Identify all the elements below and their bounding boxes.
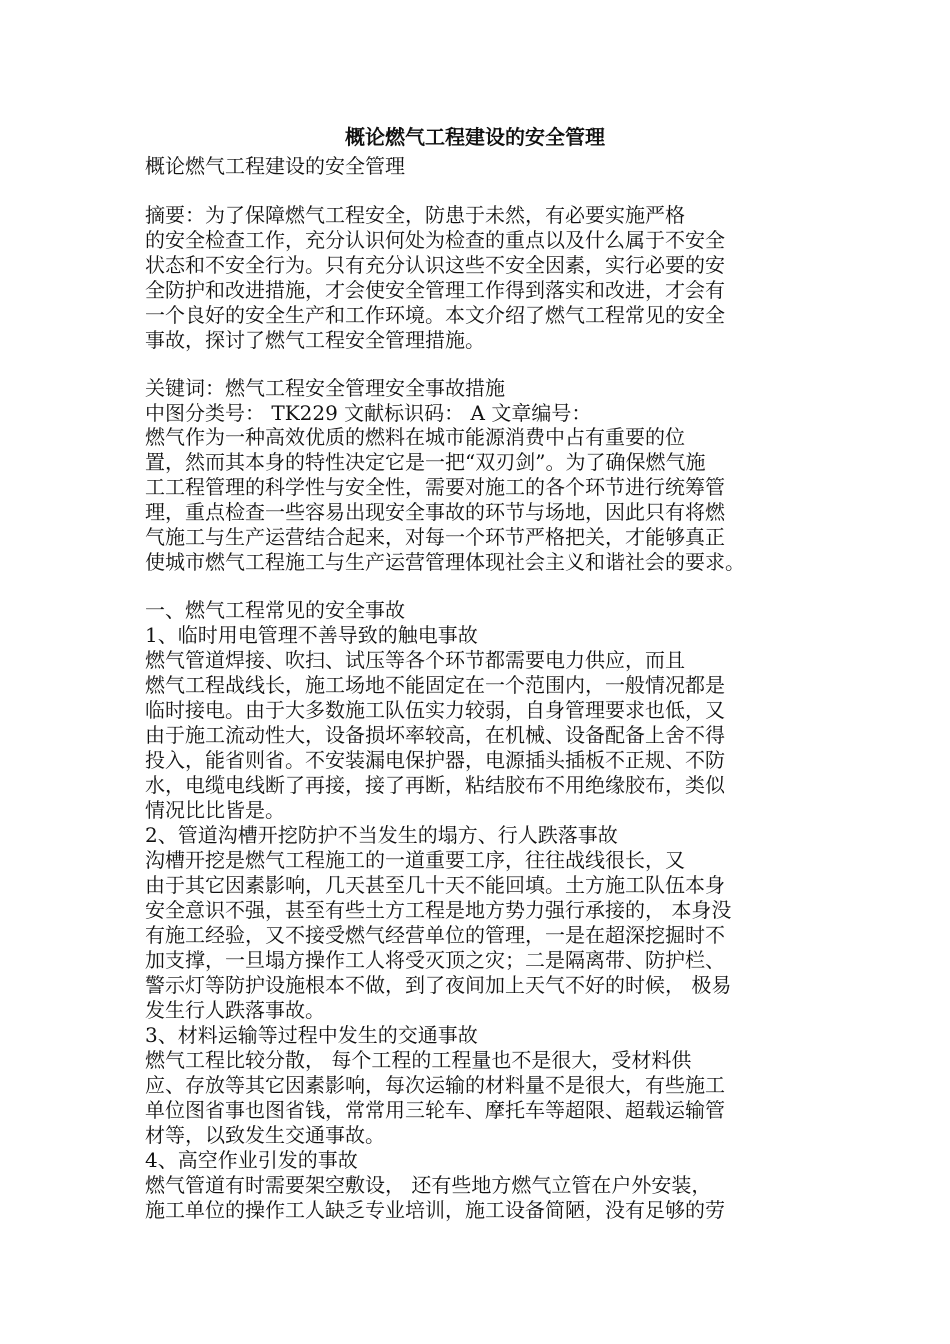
body-line: 使城市燃气工程施工与生产运营管理体现社会主义和谐社会的要求。 xyxy=(145,550,745,574)
body-line: 应、存放等其它因素影响，每次运输的材料量不是很大，有些施工 xyxy=(145,1073,725,1097)
body-line: 事故，探讨了燃气工程安全管理措施。 xyxy=(145,328,485,352)
body-line: 燃气管道焊接、吹扫、试压等各个环节都需要电力供应，而且 xyxy=(145,648,685,672)
body-line: 燃气工程比较分散， 每个工程的工程量也不是很大，受材料供 xyxy=(145,1048,692,1072)
body-line: 情况比比皆是。 xyxy=(145,798,285,822)
body-line: 燃气作为一种高效优质的燃料在城市能源消费中占有重要的位 xyxy=(145,425,685,449)
body-line: 单位图省事也图省钱，常常用三轮车、摩托车等超限、超载运输管 xyxy=(145,1098,725,1122)
body-line: 加支撑，一旦塌方操作工人将受灭顶之灾；二是隔离带、防护栏、 xyxy=(145,948,725,972)
body-line: 水，电缆电线断了再接，接了再断，粘结胶布不用绝缘胶布，类似 xyxy=(145,773,725,797)
body-line: 材等，以致发生交通事故。 xyxy=(145,1123,385,1147)
body-line: 关键词：燃气工程安全管理安全事故措施 xyxy=(145,376,505,400)
body-line: 燃气工程战线长，施工场地不能固定在一个范围内，一般情况都是 xyxy=(145,673,725,697)
body-line: 的安全检查工作，充分认识何处为检查的重点以及什么属于不安全 xyxy=(145,228,725,252)
body-line: 理，重点检查一些容易出现安全事故的环节与场地，因此只有将燃 xyxy=(145,500,725,524)
body-line: 发生行人跌落事故。 xyxy=(145,998,325,1022)
body-line: 气施工与生产运营结合起来，对每一个环节严格把关，才能够真正 xyxy=(145,525,725,549)
body-line: 一、燃气工程常见的安全事故 xyxy=(145,598,405,622)
body-line: 由于施工流动性大，设备损坏率较高，在机械、设备配备上舍不得 xyxy=(145,723,725,747)
body-line: 全防护和改进措施，才会使安全管理工作得到落实和改进，才会有 xyxy=(145,278,725,302)
body-line: 4、高空作业引发的事故 xyxy=(145,1148,358,1172)
body-line: 置，然而其本身的特性决定它是一把“双刃剑”。为了确保燃气施 xyxy=(145,450,706,474)
body-line: 状态和不安全行为。只有充分认识这些不安全因素，实行必要的安 xyxy=(145,253,725,277)
body-line: 1、临时用电管理不善导致的触电事故 xyxy=(145,623,478,647)
body-line: 工工程管理的科学性与安全性，需要对施工的各个环节进行统筹管 xyxy=(145,475,725,499)
body-line: 投入，能省则省。不安装漏电保护器，电源插头插板不正规、不防 xyxy=(145,748,725,772)
body-line: 安全意识不强，甚至有些土方工程是地方势力强行承接的， 本身没 xyxy=(145,898,732,922)
body-line: 施工单位的操作工人缺乏专业培训，施工设备简陋，没有足够的劳 xyxy=(145,1198,725,1222)
body-line: 警示灯等防护设施根本不做，到了夜间加上天气不好的时候， 极易 xyxy=(145,973,732,997)
body-line: 2、管道沟槽开挖防护不当发生的塌方、行人跌落事故 xyxy=(145,823,618,847)
body-line: 一个良好的安全生产和工作环境。本文介绍了燃气工程常见的安全 xyxy=(145,303,725,327)
body-line: 概论燃气工程建设的安全管理 xyxy=(145,154,405,178)
body-line: 中图分类号： TK229 文献标识码： A 文章编号： xyxy=(145,401,592,425)
body-line: 摘要：为了保障燃气工程安全，防患于未然，有必要实施严格 xyxy=(145,203,685,227)
body-line: 由于其它因素影响，几天甚至几十天不能回填。土方施工队伍本身 xyxy=(145,873,725,897)
body-line: 3、材料运输等过程中发生的交通事故 xyxy=(145,1023,478,1047)
body-line: 有施工经验，又不接受燃气经营单位的管理，一是在超深挖掘时不 xyxy=(145,923,725,947)
body-line: 临时接电。由于大多数施工队伍实力较弱，自身管理要求也低，又 xyxy=(145,698,725,722)
body-line: 燃气管道有时需要架空敷设， 还有些地方燃气立管在户外安装， xyxy=(145,1173,712,1197)
body-line: 沟槽开挖是燃气工程施工的一道重要工序，往往战线很长，又 xyxy=(145,848,685,872)
document-title: 概论燃气工程建设的安全管理 xyxy=(345,125,605,149)
